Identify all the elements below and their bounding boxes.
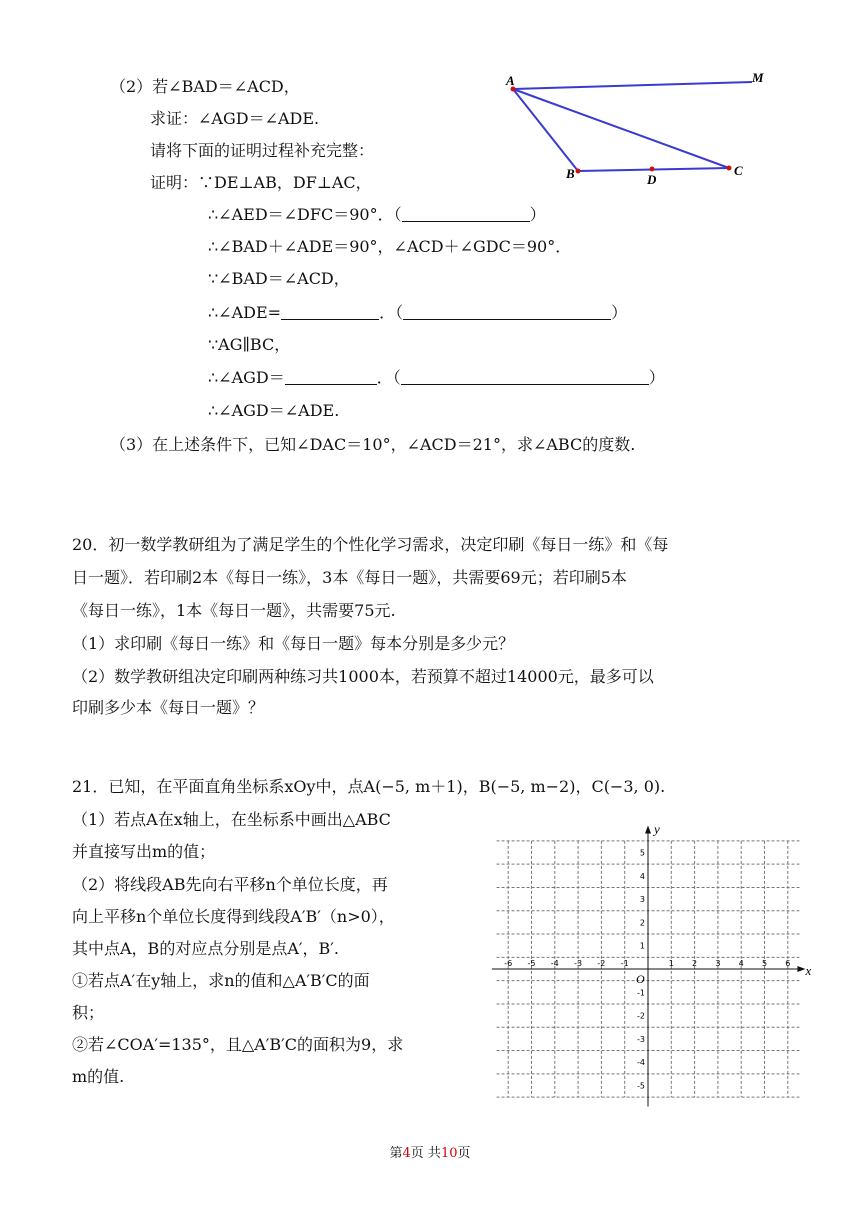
y-tick-label: 4 <box>639 871 645 881</box>
y-tick-label: -3 <box>637 1034 645 1044</box>
q20-stem-line-1: 20．初一数学教研组为了满足学生的个性化学习需求，决定印刷《每日一练》和《每 <box>72 535 669 554</box>
q19-part2-label: （2）若∠BAD＝∠ACD， <box>110 77 300 96</box>
y-tick-label: -1 <box>637 988 645 998</box>
y-tick-label: 5 <box>639 848 645 858</box>
q20-stem-line-3: 《每日一练》，1本《每日一题》，共需要75元. <box>72 601 396 620</box>
q21-part2-line-2: 向上平移n个单位长度得到线段A′B′（n>0）， <box>72 907 395 926</box>
q21-part1-line-2: 并直接写出m的值； <box>72 842 216 861</box>
close-paren: ） <box>529 205 546 224</box>
x-tick-label: 6 <box>785 959 791 968</box>
q20-part1: （1）求印刷《每日一练》和《每日一题》每本分别是多少元？ <box>72 634 515 653</box>
q21-part1-line-1: （1）若点A在x轴上，在坐标系中画出△ABC <box>72 810 391 829</box>
q20-part2-line-2: 印刷多少本《每日一题》？ <box>72 698 265 717</box>
dot-paren: ．（ <box>376 368 401 387</box>
y-tick-label: 3 <box>639 895 645 905</box>
q21-case2-line-2: m的值. <box>72 1067 125 1086</box>
x-tick-label: -5 <box>527 959 536 968</box>
q19-prove-statement: 求证：∠AGD＝∠ADE. <box>150 109 320 128</box>
y-tick-label: -5 <box>637 1081 645 1091</box>
x-tick-label: 2 <box>692 959 698 968</box>
page-footer <box>0 1142 860 1161</box>
proof-line-1: 证明：∵DE⊥AB，DF⊥AC， <box>150 173 372 192</box>
proof-line-3: ∴∠BAD＋∠ADE＝90°，∠ACD＋∠GDC＝90°． <box>208 237 572 256</box>
label-d: D <box>647 172 657 187</box>
origin-label: O <box>636 972 645 986</box>
proof-line-7-text: ∴∠AGD＝ <box>208 368 285 387</box>
q19-part3: （3）在上述条件下，已知∠DAC＝10°，∠ACD＝21°，求∠ABC的度数. <box>110 435 636 454</box>
q20-stem-line-2: 日一题》．若印刷2本《每日一练》，3本《每日一题》，共需要69元；若印刷5本 <box>72 568 627 587</box>
proof-line-8: ∴∠AGD＝∠ADE. <box>208 401 340 420</box>
x-tick-label: -3 <box>574 959 583 968</box>
label-a: A <box>506 73 515 88</box>
y-axis-arrow <box>645 826 651 834</box>
q21-stem: 21．已知，在平面直角坐标系xOy中，点A(−5, m＋1)，B(−5, m−2)，C(−3, 0). <box>72 777 666 796</box>
q21-part2-line-3: 其中点A，B的对应点分别是点A′，B′. <box>72 939 339 958</box>
x-tick-label: 1 <box>668 959 674 968</box>
close-paren: ） <box>648 368 665 387</box>
footer-page-number: 4 <box>402 1146 411 1161</box>
q21-case1-line-2: 积； <box>72 1003 105 1022</box>
y-tick-label: -4 <box>637 1058 645 1068</box>
proof-line-2-text: ∴∠AED＝∠DFC＝90°．（ <box>208 205 402 224</box>
q21-part2-line-1: （2）将线段AB先向右平移n个单位长度，再 <box>72 875 388 894</box>
q21-case1-line-1: ①若点A′在y轴上，求n的值和△A′B′C的面 <box>72 971 370 990</box>
close-paren: ） <box>611 303 628 322</box>
y-tick-label: 1 <box>639 941 645 951</box>
dot-paren: ．（ <box>379 303 404 322</box>
y-tick-label: 2 <box>639 918 645 928</box>
x-axis-arrow <box>797 966 805 972</box>
y-tick-label: -2 <box>637 1011 645 1021</box>
x-axis-label: x <box>805 963 812 978</box>
x-tick-label: -4 <box>550 959 559 968</box>
footer-total-pages: 10 <box>440 1146 458 1161</box>
q20-part2-line-1: （2）数学教研组决定印刷两种练习共1000本，若预算不超过14000元，最多可以 <box>72 667 654 686</box>
x-tick-label: 4 <box>738 959 744 968</box>
label-c: C <box>734 163 743 178</box>
proof-line-4: ∵∠BAD＝∠ACD， <box>208 269 350 288</box>
y-axis-label: y <box>654 821 660 837</box>
proof-line-6: ∵AG∥BC， <box>208 335 291 354</box>
q19-instruction: 请将下面的证明过程补充完整： <box>150 141 375 160</box>
x-tick-label: -2 <box>597 959 606 968</box>
proof-line-5-text: ∴∠ADE= <box>208 303 282 322</box>
x-tick-label: -6 <box>504 959 513 968</box>
footer-suffix: 页 <box>457 1146 471 1161</box>
x-tick-label: -1 <box>620 959 629 968</box>
q21-case2-line-1: ②若∠COA′=135°，且△A′B′C的面积为9，求 <box>72 1035 404 1054</box>
footer-prefix: 第 <box>389 1146 403 1161</box>
footer-mid: 页 共 <box>410 1146 441 1161</box>
label-b: B <box>566 166 575 181</box>
x-tick-label: 5 <box>761 959 768 968</box>
label-m: M <box>752 70 764 85</box>
x-tick-label: 3 <box>715 959 721 968</box>
